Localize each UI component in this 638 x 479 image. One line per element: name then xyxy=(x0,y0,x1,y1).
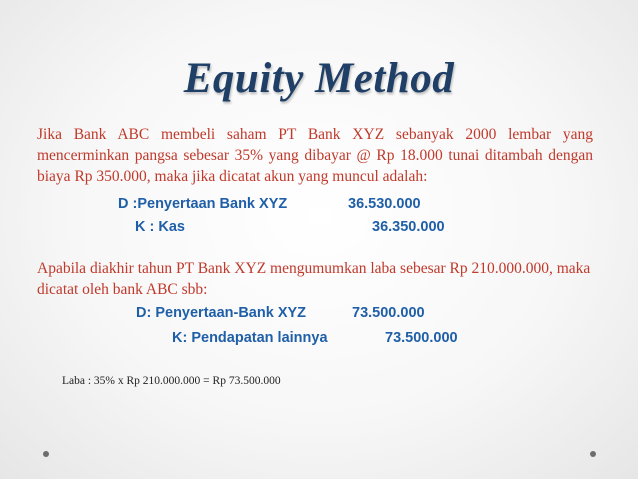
left-corner-dot xyxy=(43,451,49,457)
entry2-debit-label: D: Penyertaan-Bank XYZ xyxy=(136,305,307,321)
entry2-credit-label: K: Pendapatan lainnya xyxy=(172,330,328,346)
entry2-credit-amount: 73.500.000 xyxy=(385,330,458,346)
entry1-credit-amount: 36.350.000 xyxy=(372,219,445,235)
paragraph-purchase: Jika Bank ABC membeli saham PT Bank XYZ sebanyak 2000 lembar yang mencerminkan pangsa sebesar 35% yang dibayar @ Rp 18.000 tunai ditambah dengan biaya Rp 350.000, maka jika dicatat akun yang muncul adalah: xyxy=(37,126,593,185)
entry1-credit-label: K : Kas xyxy=(135,219,185,235)
entry1-debit-amount: 36.530.000 xyxy=(348,196,421,212)
paragraph-profit: Apabila diakhir tahun PT Bank XYZ mengumumkan laba sebesar Rp 210.000.000, maka dicatat oleh bank ABC sbb: xyxy=(37,260,591,298)
entry2-debit-amount: 73.500.000 xyxy=(352,305,425,321)
right-corner-dot xyxy=(590,451,596,457)
entry1-debit-label: D :Penyertaan Bank XYZ xyxy=(118,196,288,212)
calculation-note: Laba : 35% x Rp 210.000.000 = Rp 73.500.000 xyxy=(62,375,281,387)
slide-title: Equity Method xyxy=(183,55,455,102)
